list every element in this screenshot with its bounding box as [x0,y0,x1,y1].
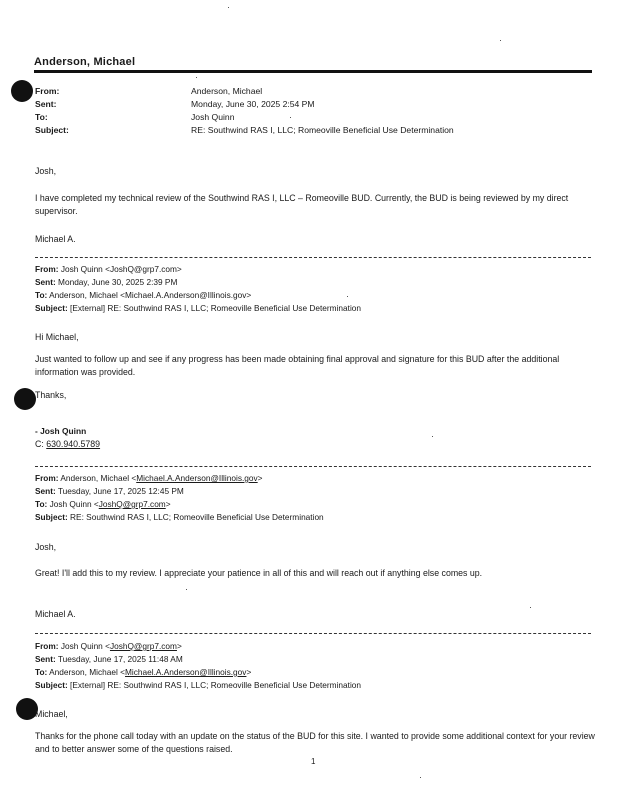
msg3-from-name: Anderson, Michael < [58,473,137,483]
msg4-sent [35,654,183,664]
msg3-subject-value: RE: Southwind RAS I, LLC; Romeoville Beneficial Use Determination [67,512,324,522]
msg2-subject-value: [External] RE: Southwind RAS I, LLC; Romeoville Beneficial Use Determination [67,303,362,313]
message-separator [35,633,591,634]
msg3-greeting: Josh, [35,542,57,552]
msg3-sent [35,486,184,496]
scan-speck [228,7,229,8]
msg4-from-close: > [176,641,182,651]
msg3-from-label: From: [35,473,59,483]
msg4-to-label: To: [35,667,48,677]
msg3-to-name: Josh Quinn < [47,499,99,509]
phone-label: C: [35,439,47,449]
sent-label: Sent: [35,99,57,109]
msg4-subject [35,680,361,690]
msg4-from-label: From: [35,641,59,651]
msg2-sent [35,277,177,287]
msg2-to-label: To: [35,290,48,300]
msg4-sent-label: Sent: [35,654,56,664]
from-value: Anderson, Michael [191,86,263,96]
msg1-greeting: Josh, [35,166,57,176]
msg2-to [35,290,251,300]
msg2-body: Just wanted to follow up and see if any progress has been made obtaining final approval and signature for this BUD after the additional information was provided. [35,354,560,377]
message-separator [35,466,591,467]
from-label: From: [35,86,60,96]
msg3-sent-value: Tuesday, June 17, 2025 12:45 PM [55,486,184,496]
msg3-to-label: To: [35,499,48,509]
message-separator [35,257,591,258]
msg3-subject [35,512,324,522]
msg4-from [35,641,182,651]
scan-speck [530,607,531,608]
msg2-signature-phone [35,438,595,451]
msg4-greeting: Michael, [35,709,68,719]
msg2-from-value: Josh Quinn <JoshQ@grp7.com> [58,264,182,274]
msg3-from [35,473,263,483]
msg4-from-email-link[interactable]: JoshQ@grp7.com [109,641,177,651]
msg3-from-email-link[interactable]: Michael.A.Anderson@Illinois.gov [136,473,258,483]
msg4-to-email-link[interactable]: Michael.A.Anderson@Illinois.gov [125,667,247,677]
msg2-thanks: Thanks, [35,390,67,400]
msg3-to-email-link[interactable]: JoshQ@grp7.com [98,499,166,509]
msg4-sent-value: Tuesday, June 17, 2025 11:48 AM [55,654,183,664]
scan-speck [420,777,421,778]
msg4-body: Thanks for the phone call today with an update on the status of the BUD for this site. I wanted to provide some additional context for your review and to better answer some of the questions raised. [35,731,595,754]
page-number: 1 [311,757,316,766]
msg4-to-close: > [246,667,252,677]
msg3-from-close: > [257,473,263,483]
msg3-signoff: Michael A. [35,609,76,619]
msg2-from [35,264,182,274]
msg2-greeting: Hi Michael, [35,332,79,342]
msg2-sent-label: Sent: [35,277,56,287]
msg4-subject-label: Subject: [35,680,68,690]
msg4-subject-value: [External] RE: Southwind RAS I, LLC; Romeoville Beneficial Use Determination [67,680,362,690]
msg4-from-name: Josh Quinn < [58,641,110,651]
hole-punch-mark [11,80,33,102]
msg2-from-label: From: [35,264,59,274]
to-label: To: [35,112,48,122]
msg3-to-close: > [165,499,171,509]
msg3-to [35,499,171,509]
hole-punch-mark [14,388,36,410]
msg1-signoff: Michael A. [35,234,76,244]
msg2-subject [35,303,361,313]
msg2-sent-value: Monday, June 30, 2025 2:39 PM [55,277,178,287]
msg2-to-value: Anderson, Michael <Michael.A.Anderson@Illinois.gov> [47,290,252,300]
header-rule [34,70,592,73]
to-value: Josh Quinn [191,112,235,122]
subject-value: RE: Southwind RAS I, LLC; Romeoville Beneficial Use Determination [191,125,454,135]
msg4-to [35,667,251,677]
page-title: Anderson, Michael [34,56,136,68]
subject-label: Subject: [35,125,69,135]
sent-value: Monday, June 30, 2025 2:54 PM [191,99,315,109]
msg1-body: I have completed my technical review of the Southwind RAS I, LLC – Romeoville BUD. Currently, the BUD is being reviewed by my direct supervisor. [35,193,569,216]
scan-speck [347,296,348,297]
scan-speck [196,77,197,78]
msg2-signature-name: - Josh Quinn [35,426,87,436]
msg4-to-name: Anderson, Michael < [47,667,126,677]
scan-speck [500,40,501,41]
scan-speck [432,436,433,437]
msg2-subject-label: Subject: [35,303,68,313]
msg3-subject-label: Subject: [35,512,68,522]
msg3-sent-label: Sent: [35,486,56,496]
scan-speck [290,117,291,118]
phone-link[interactable]: 630.940.5789 [46,439,101,449]
scan-speck [186,589,187,590]
msg3-body: Great! I'll add this to my review. I appreciate your patience in all of this and will reach out if anything else comes up. [35,568,483,578]
